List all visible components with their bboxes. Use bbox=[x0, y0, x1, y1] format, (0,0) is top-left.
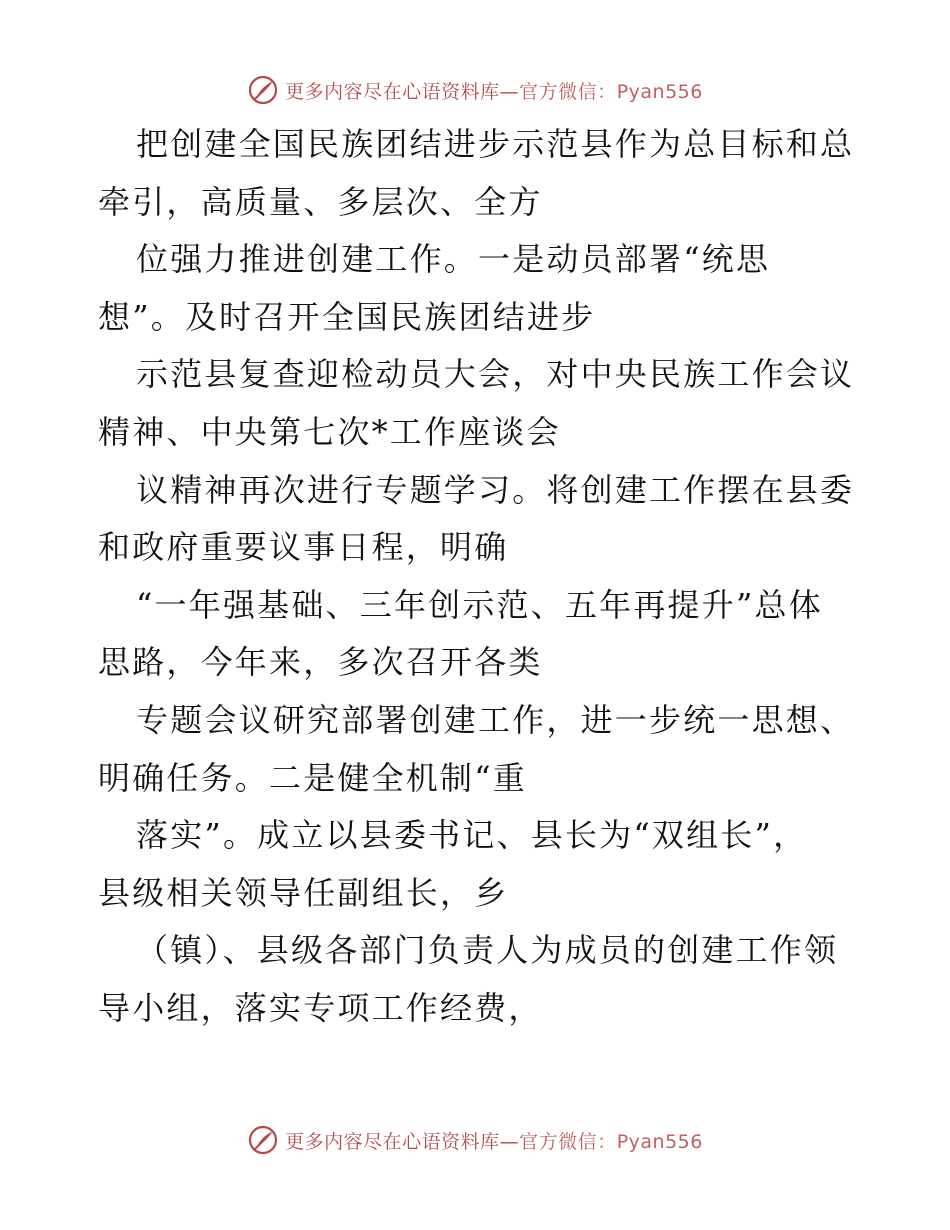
feather-pen-icon bbox=[247, 74, 279, 106]
header-watermark bbox=[0, 70, 950, 110]
text-line: 专题会议研究部署创建工作，进一步统一思想、 bbox=[136, 700, 855, 739]
text-line: 精神、中央第七次*工作座谈会 bbox=[98, 412, 561, 451]
text-line: 牵引，高质量、多层次、全方 bbox=[98, 182, 543, 221]
text-line: 明确任务。二是健全机制“重 bbox=[98, 758, 527, 797]
text-line: 思路，今年来，多次召开各类 bbox=[98, 643, 543, 682]
text-line: 落实”。成立以县委书记、县长为“双组长”， bbox=[136, 816, 808, 855]
footer-watermark bbox=[0, 1120, 950, 1160]
text-line: 县级相关领导任副组长，乡 bbox=[98, 873, 509, 912]
text-line: 导小组，落实专项工作经费， bbox=[98, 988, 543, 1027]
text-line: 把创建全国民族团结进步示范县作为总目标和总 bbox=[136, 125, 855, 163]
text-line: “一年强基础、三年创示范、五年再提升”总体 bbox=[136, 585, 823, 624]
text-line: 位强力推进创建工作。一是动员部署“统思 bbox=[136, 240, 771, 279]
watermark-text: 更多内容尽在心语资料库—官方微信：Pyan556 bbox=[285, 1130, 703, 1153]
text-line: 和政府重要议事日程，明确 bbox=[98, 528, 509, 567]
feather-pen-icon bbox=[247, 1124, 279, 1156]
text-line: 想”。及时召开全国民族团结进步 bbox=[98, 297, 596, 336]
text-line: 示范县复查迎检动员大会，对中央民族工作会议 bbox=[136, 355, 855, 394]
text-line: 议精神再次进行专题学习。将创建工作摆在县委 bbox=[136, 470, 855, 509]
text-line: （镇）、县级各部门负责人为成员的创建工作领 bbox=[136, 931, 839, 970]
watermark-text: 更多内容尽在心语资料库—官方微信：Pyan556 bbox=[285, 80, 703, 103]
document-body bbox=[98, 116, 858, 1038]
